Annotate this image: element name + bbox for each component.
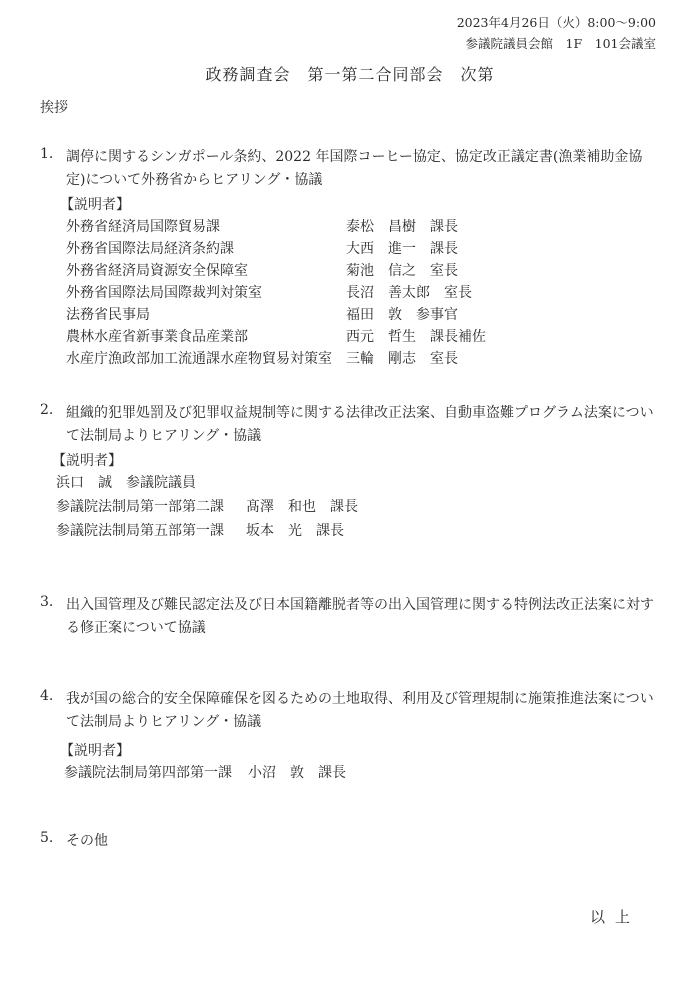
presenter-row: [66, 326, 660, 348]
presenter-name: 長沼 善太郎 室長: [346, 285, 472, 301]
presenter-org: 水産庁漁政部加工流通課水産物貿易対策室: [66, 351, 332, 367]
presenter-name: 西元 哲生 課長補佐: [346, 329, 486, 345]
presenter-row: [66, 304, 660, 326]
presenter-org: 外務省国際法局国際裁判対策室: [66, 285, 262, 301]
presenter-row: [56, 520, 660, 542]
agenda-item-4: [40, 688, 660, 784]
presenter-org: 浜口 誠 参議院議員: [56, 475, 196, 491]
presenter-row: [64, 762, 660, 784]
item-number: 5.: [40, 830, 54, 846]
presenter-org: 農林水産省新事業食品産業部: [66, 329, 248, 345]
closing-mark: 以上: [589, 908, 640, 926]
greeting: 挨拶: [40, 100, 68, 116]
presenter-name: 福田 敦 参事官: [346, 307, 458, 323]
presenter-row: [66, 238, 660, 260]
presenter-row: [56, 472, 660, 494]
presenter-label: 【説明者】: [60, 197, 130, 213]
agenda-item-2: [40, 402, 660, 542]
presenter-row: [66, 348, 660, 370]
presenter-name: 泰松 昌樹 課長: [346, 219, 458, 235]
presenter-row: [66, 216, 660, 238]
item-text: 我が国の総合的安全保障確保を図るための土地取得、利用及び管理規制に施策推進法案について法制局よりヒアリング・協議: [66, 691, 654, 730]
presenter-org: 法務省民事局: [66, 307, 150, 323]
presenter-org: 参議院法制局第四部第一課: [64, 765, 232, 781]
presenter-name: 菊池 信之 室長: [346, 263, 458, 279]
presenter-row: [66, 282, 660, 304]
item-number: 2.: [40, 402, 54, 418]
item-number: 1.: [40, 146, 54, 162]
presenter-org: 外務省経済局国際貿易課: [66, 219, 220, 235]
presenter-name: 三輪 剛志 室長: [346, 351, 458, 367]
item-text: 組織的犯罪処罰及び犯罪収益規制等に関する法律改正法案、自動車盗難プログラム法案について法制局よりヒアリング・協議: [66, 405, 654, 444]
document-title-wrap: [0, 62, 700, 85]
presenter-name: 髙澤 和也 課長: [246, 499, 358, 515]
agenda-item-1: [40, 146, 660, 370]
item-text: 調停に関するシンガポール条約、2022 年国際コーヒー協定、協定改正議定書(漁業補助金協定)について外務省からヒアリング・協議: [66, 149, 643, 188]
presenter-org: 参議院法制局第一部第二課: [56, 499, 224, 515]
meeting-header: [457, 12, 656, 54]
agenda-item-3: [40, 594, 660, 640]
item-number: 3.: [40, 594, 54, 610]
presenter-label: 【説明者】: [52, 453, 122, 469]
presenter-row: [56, 496, 660, 518]
presenter-name: 大西 進一 課長: [346, 241, 458, 257]
meeting-venue: 参議院議員会館 1F 101会議室: [465, 36, 656, 51]
presenter-org: 外務省国際法局経済条約課: [66, 241, 234, 257]
presenter-label: 【説明者】: [60, 743, 130, 759]
presenter-org: 参議院法制局第五部第一課: [56, 523, 224, 539]
presenter-name: 小沼 敦 課長: [248, 765, 346, 781]
item-text: その他: [66, 833, 108, 849]
meeting-date: 2023年4月26日（火）8:00〜9:00: [456, 15, 656, 30]
document-title: 政務調査会 第一第二合同部会 次第: [205, 65, 495, 84]
presenter-row: [66, 260, 660, 282]
item-number: 4.: [40, 688, 54, 704]
presenter-name: 坂本 光 課長: [246, 523, 344, 539]
item-text: 出入国管理及び難民認定法及び日本国籍離脱者等の出入国管理に関する特例法改正法案に対する修正案について協議: [66, 597, 654, 636]
agenda-item-5: [40, 830, 660, 853]
presenter-org: 外務省経済局資源安全保障室: [66, 263, 248, 279]
